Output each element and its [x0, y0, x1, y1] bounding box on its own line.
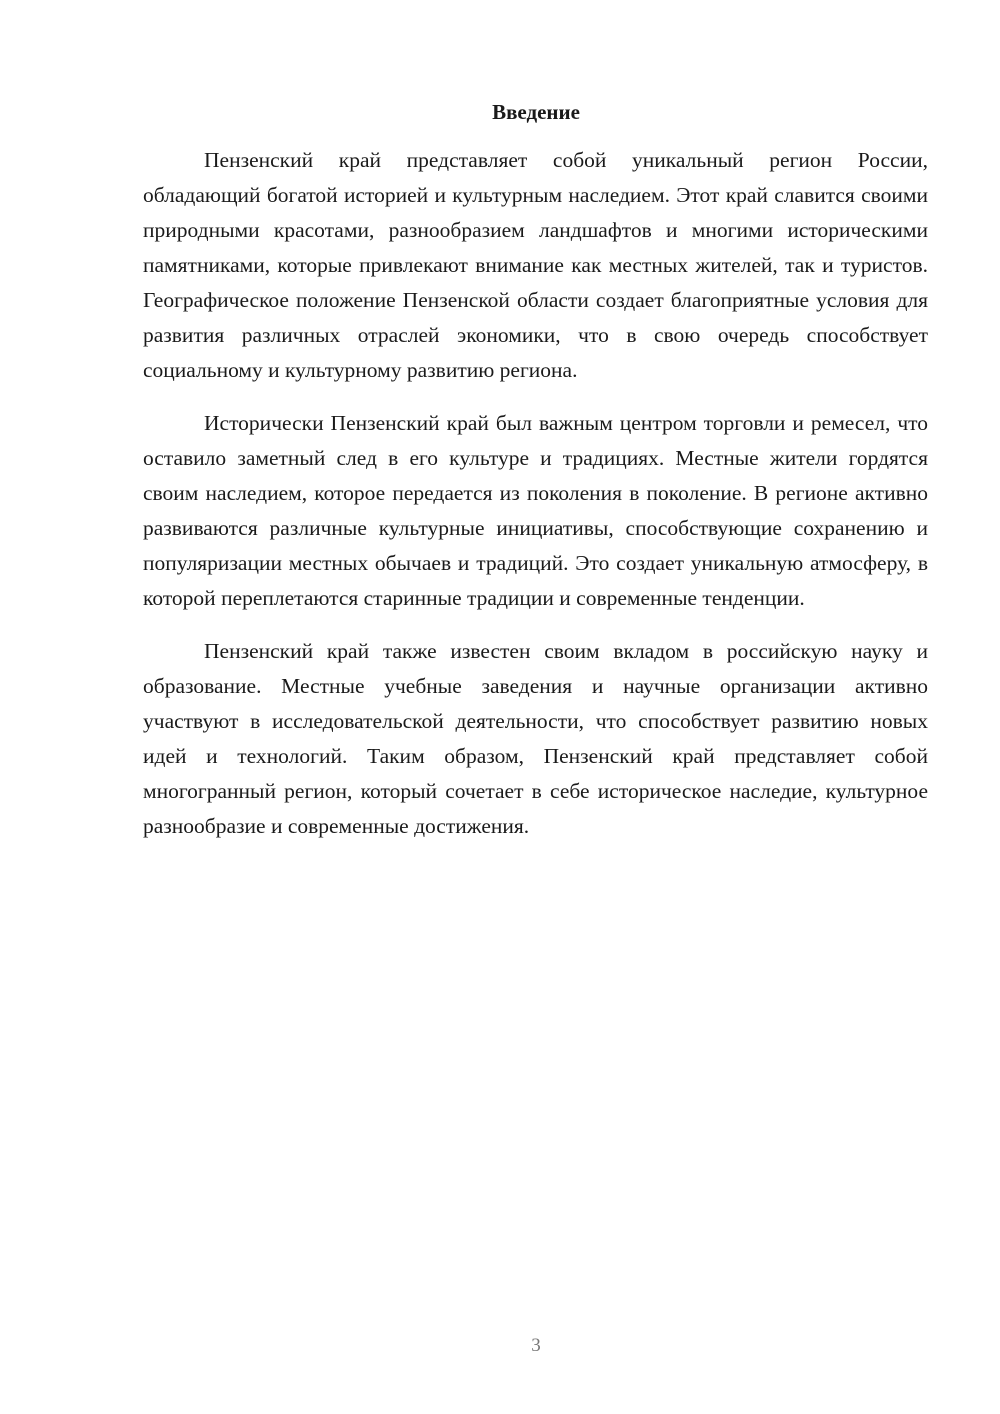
paragraph-3: Пензенский край также известен своим вкладом в российскую науку и образование. Местные учебные заведения и научные организации активно участвуют в исследовательской деятельности, что способствует развитию новых идей и технологий. Таким образом, Пензенский край представляет собой многогранный регион, который сочетает в себе историческое наследие, культурное разнообразие и современные достижения.	[143, 639, 928, 838]
paragraph-2: Исторически Пензенский край был важным центром торговли и ремесел, что оставило заметный след в его культуре и традициях. Местные жители гордятся своим наследием, которое передается из поколения в поколение. В регионе активно развиваются различные культурные инициативы, способствующие сохранению и популяризации местных обычаев и традиций. Это создает уникальную атмосферу, в которой переплетаются старинные традиции и современные тенденции.	[143, 411, 928, 610]
document-body	[143, 143, 928, 862]
section-heading: Введение	[492, 100, 580, 124]
paragraph-1: Пензенский край представляет собой уникальный регион России, обладающий богатой историей и культурным наследием. Этот край славится своими природными красотами, разнообразием ландшафтов и многими историческими памятниками, которые привлекают внимание как местных жителей, так и туристов. Географическое положение Пензенской области создает благоприятные условия для развития различных отраслей экономики, что в свою очередь способствует социальному и культурному развитию региона.	[143, 148, 928, 382]
page-number: 3	[531, 1335, 541, 1356]
